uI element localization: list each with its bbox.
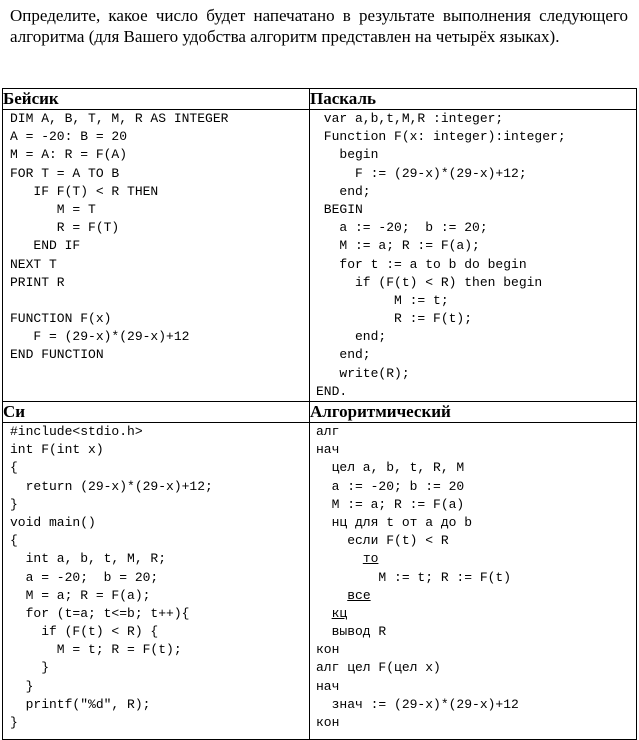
basic-code-line: IF F(T) < R THEN <box>10 183 159 199</box>
c-code <box>3 423 309 732</box>
code-text: цел a, b, t, R, M <box>316 460 465 476</box>
header-row-2 <box>3 402 637 423</box>
code-text <box>316 606 332 621</box>
algorithmic-code-line <box>316 569 636 587</box>
algorithmic-code <box>310 423 636 732</box>
algorithmic-code-line <box>316 532 636 550</box>
algorithmic-code-line <box>316 514 636 532</box>
pascal-code-line: end; <box>316 183 371 199</box>
c-code-line: return (29-x)*(29-x)+12; <box>10 478 213 494</box>
algorithmic-code-line <box>316 478 636 496</box>
algorithmic-code-line <box>316 678 636 696</box>
algorithmic-code-line <box>316 496 636 514</box>
code-text <box>316 588 347 603</box>
code-text: a := -20; b := 20 <box>316 478 465 494</box>
c-code-line: { <box>10 533 18 549</box>
code-text: вывод R <box>316 624 387 640</box>
algorithmic-cell <box>310 423 637 740</box>
basic-code-line: F = (29-x)*(29-x)+12 <box>10 329 190 345</box>
pascal-code-line: F := (29-x)*(29-x)+12; <box>316 165 527 181</box>
basic-code <box>3 110 309 365</box>
algorithmic-code-line <box>316 641 636 659</box>
pascal-code-line: end; <box>316 347 371 363</box>
c-code-line: } <box>10 660 50 676</box>
code-text: M := a; R := F(a) <box>316 496 465 512</box>
basic-cell <box>3 110 310 402</box>
code-row-1 <box>3 110 637 402</box>
basic-code-line: R = F(T) <box>10 220 120 236</box>
algorithmic-code-line <box>316 441 636 459</box>
basic-code-line: PRINT R <box>10 274 65 290</box>
algorithmic-code-line <box>316 623 636 641</box>
algorithmic-code-line <box>316 714 636 732</box>
pascal-code-line: if (F(t) < R) then begin <box>316 274 543 290</box>
algorithmic-code-line <box>316 659 636 677</box>
c-code-line: int F(int x) <box>10 442 104 458</box>
pascal-code-line: BEGIN <box>316 201 363 217</box>
code-text: нач <box>316 442 340 458</box>
keyword-underlined: кц <box>331 605 348 621</box>
pascal-cell <box>310 110 637 402</box>
c-code-line: int a, b, t, M, R; <box>10 551 167 567</box>
basic-code-line: M = A: R = F(A) <box>10 147 128 163</box>
c-code-line: #include<stdio.h> <box>10 424 143 439</box>
algorithm-table <box>2 88 637 740</box>
algorithmic-code-line <box>316 605 636 623</box>
header-algorithmic: Алгоритмический <box>310 402 637 423</box>
algorithmic-code-line <box>316 423 636 441</box>
basic-code-line: END FUNCTION <box>10 347 104 363</box>
code-text <box>316 551 363 566</box>
basic-code-line: M = T <box>10 201 96 217</box>
task-statement: Определите, какое число будет напечатано в результате выполнения следующего алгоритма (для Вашего удобства алгоритм представлен на четырёх языках). <box>10 6 628 46</box>
c-code-line: M = t; R = F(t); <box>10 642 182 658</box>
algorithmic-code-line <box>316 587 636 605</box>
pascal-code-line: R := F(t); <box>316 311 473 327</box>
basic-code-line: FOR T = A TO B <box>10 165 120 181</box>
header-basic: Бейсик <box>3 89 310 110</box>
c-code-line: if (F(t) < R) { <box>10 624 159 640</box>
algorithmic-code-line <box>316 459 636 477</box>
c-code-line: printf("%d", R); <box>10 696 151 712</box>
pascal-code-line: M := t; <box>316 292 449 308</box>
algorithmic-code-line <box>316 550 636 568</box>
header-c: Си <box>3 402 310 423</box>
pascal-code-line: end; <box>316 329 387 345</box>
basic-code-line: A = -20: B = 20 <box>10 129 128 145</box>
basic-code-line: END IF <box>10 238 81 254</box>
header-row <box>3 89 637 110</box>
header-pascal: Паскаль <box>310 89 637 110</box>
c-code-line: void main() <box>10 514 96 530</box>
c-code-line: } <box>10 678 34 694</box>
pascal-code-line: a := -20; b := 20; <box>316 220 488 236</box>
pascal-code-line: var a,b,t,M,R :integer; <box>316 111 504 126</box>
code-text: кон <box>316 715 340 730</box>
basic-code-line: FUNCTION F(x) <box>10 311 112 327</box>
c-code-line: for (t=a; t<=b; t++){ <box>10 605 190 621</box>
code-text: алг цел F(цел x) <box>316 660 441 676</box>
pascal-code-line: END. <box>316 383 348 399</box>
basic-code-line: NEXT T <box>10 256 57 272</box>
pascal-code-line: write(R); <box>316 365 410 381</box>
code-text: алг <box>316 424 340 439</box>
pascal-code <box>310 110 636 401</box>
keyword-underlined: то <box>362 551 379 567</box>
code-text: знач := (29-x)*(29-x)+12 <box>316 696 519 712</box>
c-code-line: } <box>10 496 18 512</box>
pascal-code-line: M := a; R := F(a); <box>316 238 480 254</box>
algorithmic-code-line <box>316 696 636 714</box>
basic-code-line: DIM A, B, T, M, R AS INTEGER <box>10 111 229 126</box>
code-text: если F(t) < R <box>316 533 449 549</box>
code-text: кон <box>316 642 340 658</box>
pascal-code-line: Function F(x: integer):integer; <box>316 129 566 145</box>
code-text: нц для t от a до b <box>316 514 473 530</box>
c-cell <box>3 423 310 740</box>
keyword-underlined: все <box>347 587 371 603</box>
c-code-line: M = a; R = F(a); <box>10 587 151 603</box>
c-code-line: } <box>10 715 18 730</box>
pascal-code-line: begin <box>316 147 379 163</box>
code-text: нач <box>316 678 340 694</box>
c-code-line: { <box>10 460 18 476</box>
pascal-code-line: for t := a to b do begin <box>316 256 527 272</box>
code-row-2 <box>3 423 637 740</box>
basic-code-line <box>10 292 309 310</box>
code-text: M := t; R := F(t) <box>316 569 512 585</box>
c-code-line: a = -20; b = 20; <box>10 569 159 585</box>
